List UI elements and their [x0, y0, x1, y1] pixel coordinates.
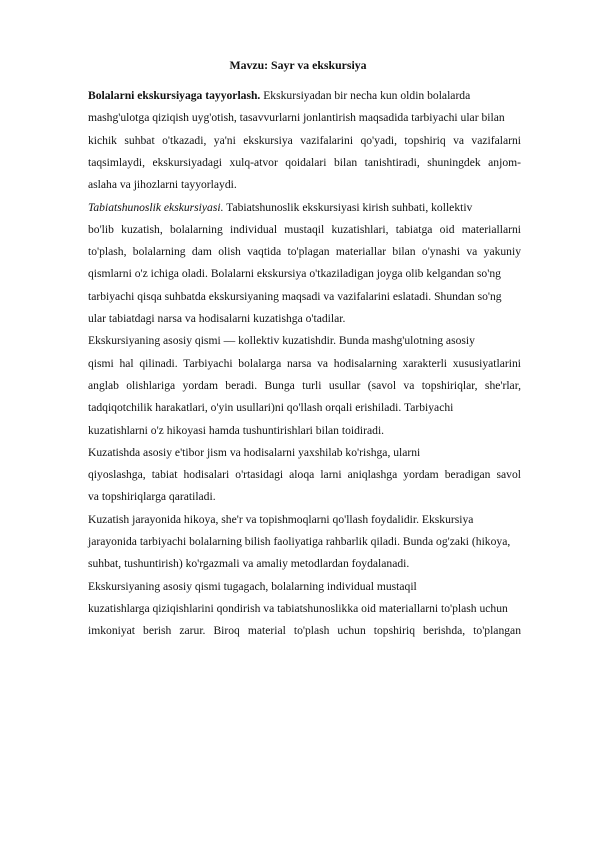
- line-text: anglab olishlariga yordam beradi. Bunga turli usullar (savol va topshiriqlar, she'rlar,: [88, 378, 521, 392]
- text-line: [88, 89, 521, 103]
- text-line: [88, 334, 521, 348]
- text-line: [88, 535, 521, 549]
- line-text: Tabiatshunoslik ekskursiyasi kirish suhbati, kollektiv: [223, 200, 473, 214]
- line-text: kuzatishlarga qiziqishlarini qondirish va tabiatshunoslikka oid materiallarni to'plash uchun: [88, 601, 508, 615]
- text-line: [88, 223, 521, 237]
- text-line: [88, 134, 521, 148]
- bold-heading: Bolalarni ekskursiyaga tayyorlash.: [88, 89, 261, 102]
- line-text: kuzatishlarni o'z hikoyasi hamda tushuntirishlari bilan toidiradi.: [88, 423, 385, 437]
- text-line: [88, 557, 521, 571]
- text-line: [88, 602, 521, 616]
- text-line: [88, 379, 521, 393]
- line-text: qiyoslashga, tabiat hodisalari o'rtasidagi aloqa larni aniqlashga yordam beradigan savol: [88, 468, 521, 482]
- line-text: Ekskursiyaning asosiy qismi tugagach, bolalarning individual mustaqil: [88, 579, 417, 593]
- text-line: [88, 312, 521, 326]
- line-text: Ekskursiyaning asosiy qismi — kollektiv kuzatishdir. Bunda mashg'ulotning asosiy: [88, 334, 475, 348]
- line-text: tadqiqotchilik harakatlari, o'yin usullari)ni qo'llash orqali erishiladi. Tarbiyachi: [88, 401, 454, 415]
- text-line: [88, 468, 521, 482]
- line-text: Ekskursiyadan bir necha kun oldin bolalarda: [260, 89, 471, 102]
- text-line: [88, 111, 521, 125]
- line-text: tarbiyachi qisqa suhbatda ekskursiyaning maqsadi va vazifalarini eslatadi. Shundan so'ng: [88, 289, 502, 303]
- text-line: [88, 513, 521, 527]
- text-line: [88, 446, 521, 460]
- line-text: Kuzatishda asosiy e'tibor jism va hodisalarni yaxshilab ko'rishga, ularni: [88, 445, 421, 459]
- line-text: kichik suhbat o'tkazadi, ya'ni ekskursiya vazifalarini qo'yadi, topshiriq va vazifalarni: [88, 133, 521, 147]
- text-line: [88, 156, 521, 170]
- italic-heading: Tabiatshunoslik ekskursiyasi.: [88, 200, 224, 214]
- text-line: [88, 490, 521, 504]
- text-line: [88, 290, 521, 304]
- line-text: va topshiriqlarga qaratiladi.: [88, 490, 216, 504]
- text-line: [88, 201, 521, 215]
- text-line: [88, 580, 521, 594]
- line-text: mashg'ulotga qiziqish uyg'otish, tasavvurlarni jonlantirish maqsadida tarbiyachi ular bilan: [88, 111, 505, 125]
- line-text: qismi hal qilinadi. Tarbiyachi bolalarga narsa va hodisalarning xarakterli xususiyatlarini: [88, 356, 521, 370]
- text-line: [88, 267, 521, 281]
- text-line: [88, 178, 521, 192]
- line-text: bo'lib kuzatish, bolalarning individual mustaqil kuzatishlari, tabiatga oid materiallarni: [88, 222, 521, 236]
- line-text: qismlarni o'z ichiga oladi. Bolalarni ekskursiya o'tkaziladigan joyga olib kelgandan so'ng: [88, 267, 501, 281]
- line-text: Kuzatish jarayonida hikoya, she'r va topishmoqlarni qo'llash foydalidir. Ekskursiya: [88, 512, 474, 526]
- text-line: [88, 245, 521, 259]
- line-text: imkoniyat berish zarur. Biroq material to'plash uchun topshiriq berishda, to'plangan: [88, 624, 521, 638]
- text-line: [88, 357, 521, 371]
- line-text: to'plash, bolalarning dam olish vaqtida to'plagan materiallar bilan o'ynashi va yakuniy: [88, 245, 521, 259]
- line-text: ular tabiatdagi narsa va hodisalarni kuzatishga o'tadilar.: [88, 312, 346, 325]
- line-text: aslaha va jihozlarni tayyorlaydi.: [88, 178, 237, 192]
- text-line: [88, 401, 521, 415]
- line-text: suhbat, tushuntirish) ko'rgazmali va amaliy metodlardan foydalanadi.: [88, 557, 410, 571]
- text-line: [88, 424, 521, 438]
- line-text: jarayonida tarbiyachi bolalarning bilish faoliyatiga rahbarlik qiladi. Bunda og'zaki (hikoya,: [88, 535, 511, 548]
- document-title: Mavzu: Sayr va ekskursiya: [229, 58, 367, 72]
- text-line: [88, 624, 521, 638]
- line-text: taqsimlaydi, ekskursiyadagi xulq-atvor qoidalari bilan tanishtiradi, shuningdek anjom-: [88, 155, 521, 169]
